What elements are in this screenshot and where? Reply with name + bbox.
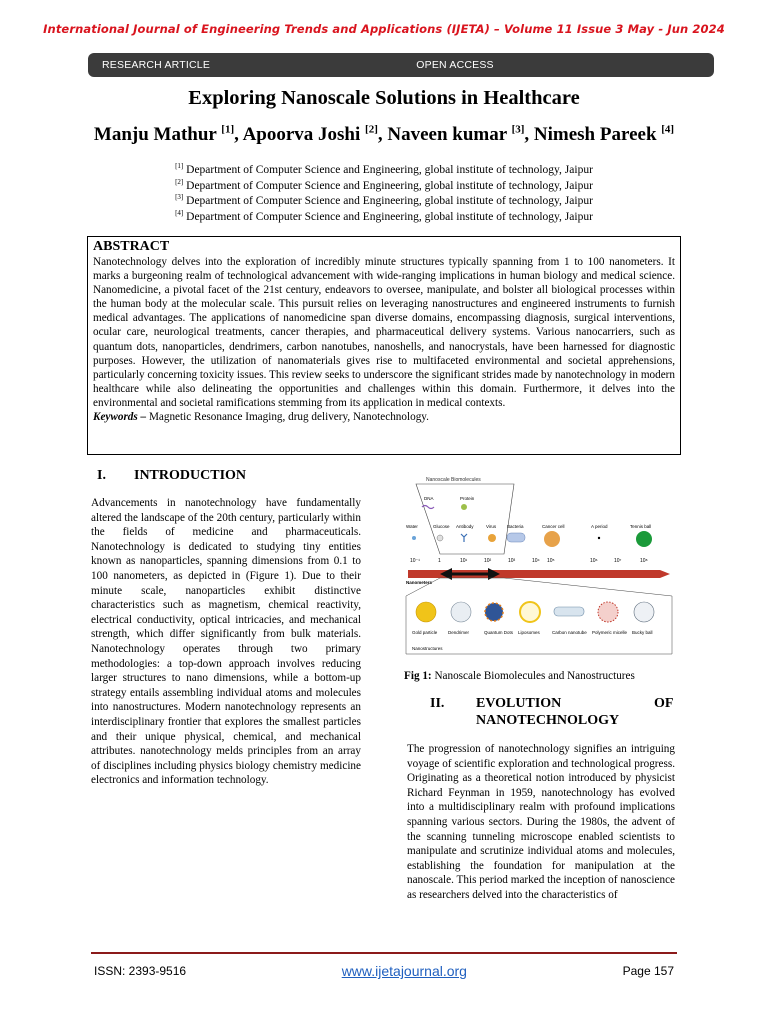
- figure-1-graphic: [404, 474, 674, 664]
- paper-title: Exploring Nanoscale Solutions in Healthcare: [188, 87, 580, 109]
- fig-item-polymeric-micelle: Polymeric micelle: [592, 630, 628, 635]
- author-mark: [1]: [221, 123, 235, 136]
- virus-icon: [488, 534, 496, 542]
- fig-item-carbon-nanotube: Carbon nanotube: [552, 630, 587, 635]
- bucky-ball-icon: [634, 602, 654, 622]
- article-banner: [88, 53, 714, 77]
- glucose-icon: [437, 535, 443, 541]
- footer-page-number: Page 157: [622, 964, 674, 978]
- author-name: Apoorva Joshi: [242, 124, 366, 145]
- fig-scale-label: 10⁶: [590, 558, 598, 564]
- author-mark: [4]: [661, 123, 675, 136]
- fig-item-virus: Virus: [486, 524, 497, 529]
- fig-item-cancer-cell: Cancer cell: [542, 524, 565, 529]
- fig-item-glucose: Glucose: [433, 524, 450, 529]
- journal-header: International Journal of Engineering Trends and Applications (IJETA) – Volume 11 Issue 3 May - Jun 2024: [43, 22, 725, 36]
- figure-caption-label: Fig 1:: [404, 670, 432, 682]
- fig-range-bar: [451, 573, 489, 576]
- keywords-label: Keywords –: [93, 411, 149, 424]
- abstract-text: Nanotechnology delves into the exploration of incredibly minute structures typically spanning from 1 to 100 nanometers. It marks a burgeoning realm of technological advancement with wide-ranging implications in human biology and medical science. Nanomedicine, a pivotal facet of the 21st century, endeavors to oversee, manipulate, and bolster all biological processes within the human body at the molecular scale. This pursuit relies on leveraging nanostructures and engineered instruments to furnish medical advantages. The applications of nanomedicine span diverse domains, encompassing diagnosis, surgical interventions, ocular care, neurological treatments, cancer therapies, and pharmaceutical delivery systems. Various nanocarriers, such as quantum dots, nanoparticles, dendrimers, carbon nanotubes, nanoshells, and nanocrystals, have been harnessed for diagnostic purposes. However, the utilization of nanomaterials gives rise to multifaceted environmental and societal apprehensions, particularly concerning toxicity issues. This review seeks to underscore the significant strides made by nanotechnology in modern healthcare while also delineating the opportunities and challenges within this domain. Furthermore, it delves into the environmental and societal ramifications stemming from its application in medical contexts.: [93, 256, 675, 409]
- fig-item-antibody: Antibody: [456, 524, 474, 529]
- section-2-heading-line2: NANOTECHNOLOGY: [476, 713, 620, 728]
- section-2-body: The progression of nanotechnology signifies an intriguing voyage of scientific exploration and technological progress. Originating as a theoretical notion introduced by physicist Richard Feynman in 1959, nanotechnology has evolved into a multidisciplinary realm with profound implications spanning various sectors. During the 1980s, the advent of the scanning tunneling microscope enabled scientists to manipulate and scrutinize individual atoms and molecules, establishing the foundation for manipulation at the nanoscale. This period marked the inception of nanoscience as researchers delved into the characteristics of: [407, 743, 675, 901]
- fig-label-protein: Protein: [460, 496, 475, 501]
- fig-item-quantum-dots: Quantum Dots: [484, 630, 514, 635]
- fig-scale-label: 10⁷: [614, 558, 622, 564]
- fig-scale-label: 10³: [508, 558, 516, 564]
- bacteria-icon: [507, 533, 525, 542]
- figure-1-caption: [404, 670, 704, 682]
- fig-item-bacteria: Bacteria: [507, 524, 524, 529]
- fig-scale-label: 10¹: [460, 558, 468, 564]
- affiliations: [0, 163, 768, 225]
- liposome-icon: [520, 602, 540, 622]
- gold-particle-icon: [416, 602, 436, 622]
- affiliation-mark: [4]: [175, 208, 184, 217]
- affiliation-text: Department of Computer Science and Engineering, global institute of technology, Jaipur: [183, 210, 593, 223]
- fig-item-dendrimer: Dendrimer: [448, 630, 470, 635]
- abstract-heading: ABSTRACT: [93, 239, 170, 254]
- banner-research-article: RESEARCH ARTICLE: [102, 59, 211, 71]
- water-icon: [412, 536, 416, 540]
- figure-caption-text: Nanoscale Biomolecules and Nanostructures: [431, 670, 635, 682]
- footer-issn: ISSN: 2393-9516: [94, 964, 187, 978]
- polymeric-micelle-icon: [598, 602, 618, 622]
- affiliation-line: [0, 179, 768, 195]
- fig-item-liposomes: Liposomes: [518, 630, 540, 635]
- author-separator: ,: [234, 124, 243, 145]
- affiliation-line: [0, 163, 768, 179]
- author-name: Nimesh Pareek: [533, 124, 662, 145]
- fig-scale-label: 1: [438, 558, 441, 564]
- section-2-heading-word: EVOLUTION: [476, 696, 562, 711]
- affiliation-mark: [1]: [175, 162, 184, 171]
- affiliation-line: [0, 194, 768, 210]
- cancer-cell-icon: [544, 531, 560, 547]
- fig-scale-label: 10⁴: [532, 558, 540, 564]
- section-1-body: Advancements in nanotechnology have fundamentally altered the landscape of the 20th century, particularly within the fields of medicine and pharmaceuticals. Nanotechnology is dedicated to studying tiny entities known as nanoparticles, spanning dimensions from 0.1 to 100 nanometers, as depicted in (Figure 1). Due to their minute scale, nanoparticles exhibit distinctive characteristics such as magnetism, chemical reactivity, electrical conductivity, optical intricacies, and mechanical strength, which differ significantly from bulk materials. Nanotechnology operates through two primary methodologies: a top-down approach involves reducing larger structures to nano dimensions, while a bottom-up strategy entails assembling individual atoms and molecules into nanostructures. Modern nanotechnology represents an interdisciplinary frontier that explores the smallest particles and their unique physical, chemical, and mechanical attributes. nanotechnology melds principles from an array of disciplines including physics biology chemistry medicine electronics and information technology.: [91, 497, 361, 787]
- footer-website-link[interactable]: www.ijetajournal.org: [341, 963, 467, 979]
- author-mark: [3]: [511, 123, 525, 136]
- fig-item-gold-particle: Gold particle: [412, 630, 438, 635]
- author-separator: ,: [524, 124, 534, 145]
- section-2-number: II.: [430, 696, 445, 711]
- section-1-heading: INTRODUCTION: [134, 468, 247, 483]
- fig-top-label: Nanoscale Biomolecules: [426, 477, 481, 483]
- antibody-icon: [461, 534, 467, 542]
- fig-item-water: Water: [406, 524, 418, 529]
- banner-open-access: OPEN ACCESS: [416, 59, 494, 71]
- section-1-number: I.: [97, 468, 106, 483]
- author-mark: [2]: [365, 123, 378, 136]
- author-name: Manju Mathur: [93, 124, 222, 145]
- affiliation-text: Department of Computer Science and Engineering, global institute of technology, Jaipur: [183, 195, 593, 207]
- affiliation-line: [0, 210, 768, 226]
- fig-scale-label: 10⁵: [547, 558, 555, 564]
- author-separator: ,: [377, 124, 388, 145]
- fig-label-dna: DNA: [424, 496, 434, 501]
- quantum-dot-icon: [485, 603, 503, 621]
- fig-axis-label: Nanometers: [406, 580, 433, 585]
- page-footer: [94, 963, 674, 979]
- author-list: [0, 124, 768, 146]
- fig-item-bucky-ball: Bucky ball: [632, 630, 653, 635]
- period-icon: [598, 537, 600, 539]
- affiliation-mark: [2]: [175, 177, 184, 186]
- fig-scale-label: 10²: [484, 558, 492, 564]
- fig-item-tennis-ball: Tennis ball: [630, 524, 652, 529]
- figure-1: [404, 474, 674, 664]
- footer-rule: [91, 952, 677, 954]
- keywords: [93, 410, 675, 424]
- section-2-heading-word: OF: [654, 696, 674, 711]
- abstract-box: [87, 236, 681, 455]
- author-name: Naveen kumar: [387, 124, 512, 145]
- affiliation-text: Department of Computer Science and Engineering, global institute of technology, Jaipur: [183, 179, 593, 192]
- affiliation-text: Department of Computer Science and Engineering, global institute of technology, Jaipur: [183, 164, 593, 176]
- fig-scale-label: 10⁻¹: [410, 558, 420, 564]
- keywords-text: Magnetic Resonance Imaging, drug delivery, Nanotechnology.: [148, 411, 429, 424]
- fig-scale-label: 10⁸: [640, 558, 648, 564]
- carbon-nanotube-icon: [554, 607, 584, 616]
- dendrimer-icon: [451, 602, 471, 622]
- fig-item-a-period: A period: [591, 524, 608, 529]
- affiliation-mark: [3]: [175, 193, 184, 202]
- fig-funnel-top: [416, 484, 514, 554]
- fig-bottom-label: Nanostructures: [412, 646, 443, 651]
- tennis-ball-icon: [636, 531, 652, 547]
- protein-icon: [461, 504, 467, 510]
